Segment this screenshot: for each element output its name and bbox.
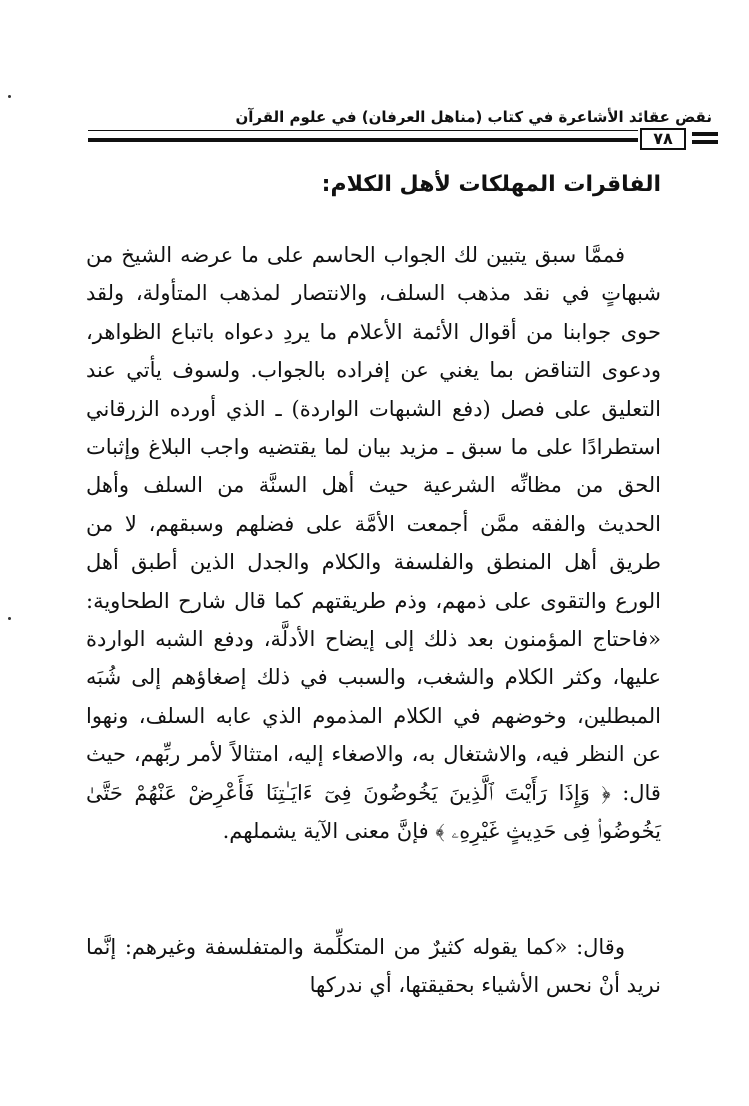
quran-verse: ﴿ وَإِذَا رَأَيْتَ ٱلَّذِينَ يَخُوضُونَ فِىٓ ءَايَـٰتِنَا فَأَعْرِضْ عَنْهُمْ حَتَّىٰ يَخُوضُوا۟ فِى حَدِيثٍ غَيْرِهِۦ ﴾ [86,780,661,844]
scan-speck [8,617,11,620]
header-title: نقض عقائد الأشاعرة في كتاب (مناهل العرفان) في علوم القرآن [235,108,712,126]
running-header [80,108,720,148]
scan-speck [8,95,11,98]
paragraph-2-text: وقال: «كما يقوله كثيرٌ من المتكلِّمة والمتفلسفة وغيرهم: إنَّما نريد أنْ نحس الأشياء بحقيقتها، أي ندركها [86,935,661,997]
page-number: ٧٨ [640,128,686,150]
section-heading: الفاقرات المهلكات لأهل الكلام: [321,172,661,197]
header-rule-thin [88,130,638,131]
header-rule-thick [88,138,638,142]
paragraph-1-ending: فإنَّ معنى الآية يشملهم. [222,819,429,844]
page-number-ornament [692,132,718,148]
paragraph-1 [86,236,661,851]
paragraph-2 [86,928,661,1004]
paragraph-1-text: فممَّا سبق يتبين لك الجواب الحاسم على ما عرضه الشيخ من شبهاتٍ في نقد مذهب السلف، والانتصار لمذهب المتأولة، ولقد حوى جوابنا من أقوال الأئمة الأعلام ما يردِ دعواه باتباع الظواهر، ودعوى التناقض بما يغني عن إفراده بالجواب. ولسوف يأتي عند التعليق على فصل (دفع الشبهات الواردة) ـ الذي أورده الزرقاني استطرادًا على ما سبق ـ مزيد بيان لما يقتضيه واجب البلاغ وإثبات الحق من مظانِّه الشرعية حيث أهل السنَّة من السلف وأهل الحديث والفقه ممَّن أجمعت الأمَّة على فضلهم وسبقهم، لا من طريق أهل المنطق والفلسفة والكلام والجدل الذين أطبق أهل الورع والتقوى على ذمهم، وذم طريقتهم كما قال شارح الطحاوية: «فاحتاج المؤمنون بعد ذلك إلى إيضاح الأدلَّة، ودفع الشبه الواردة عليها، وكثر الكلام والشغب، والسبب في ذلك إصغاؤهم إلى شُبَه المبطلين، وخوضهم في الكلام المذموم الذي عابه السلف، ونهوا عن النظر فيه، والاشتغال به، والاصغاء إليه، امتثالاً لأمر ربِّهم، حيث قال: [86,243,661,805]
